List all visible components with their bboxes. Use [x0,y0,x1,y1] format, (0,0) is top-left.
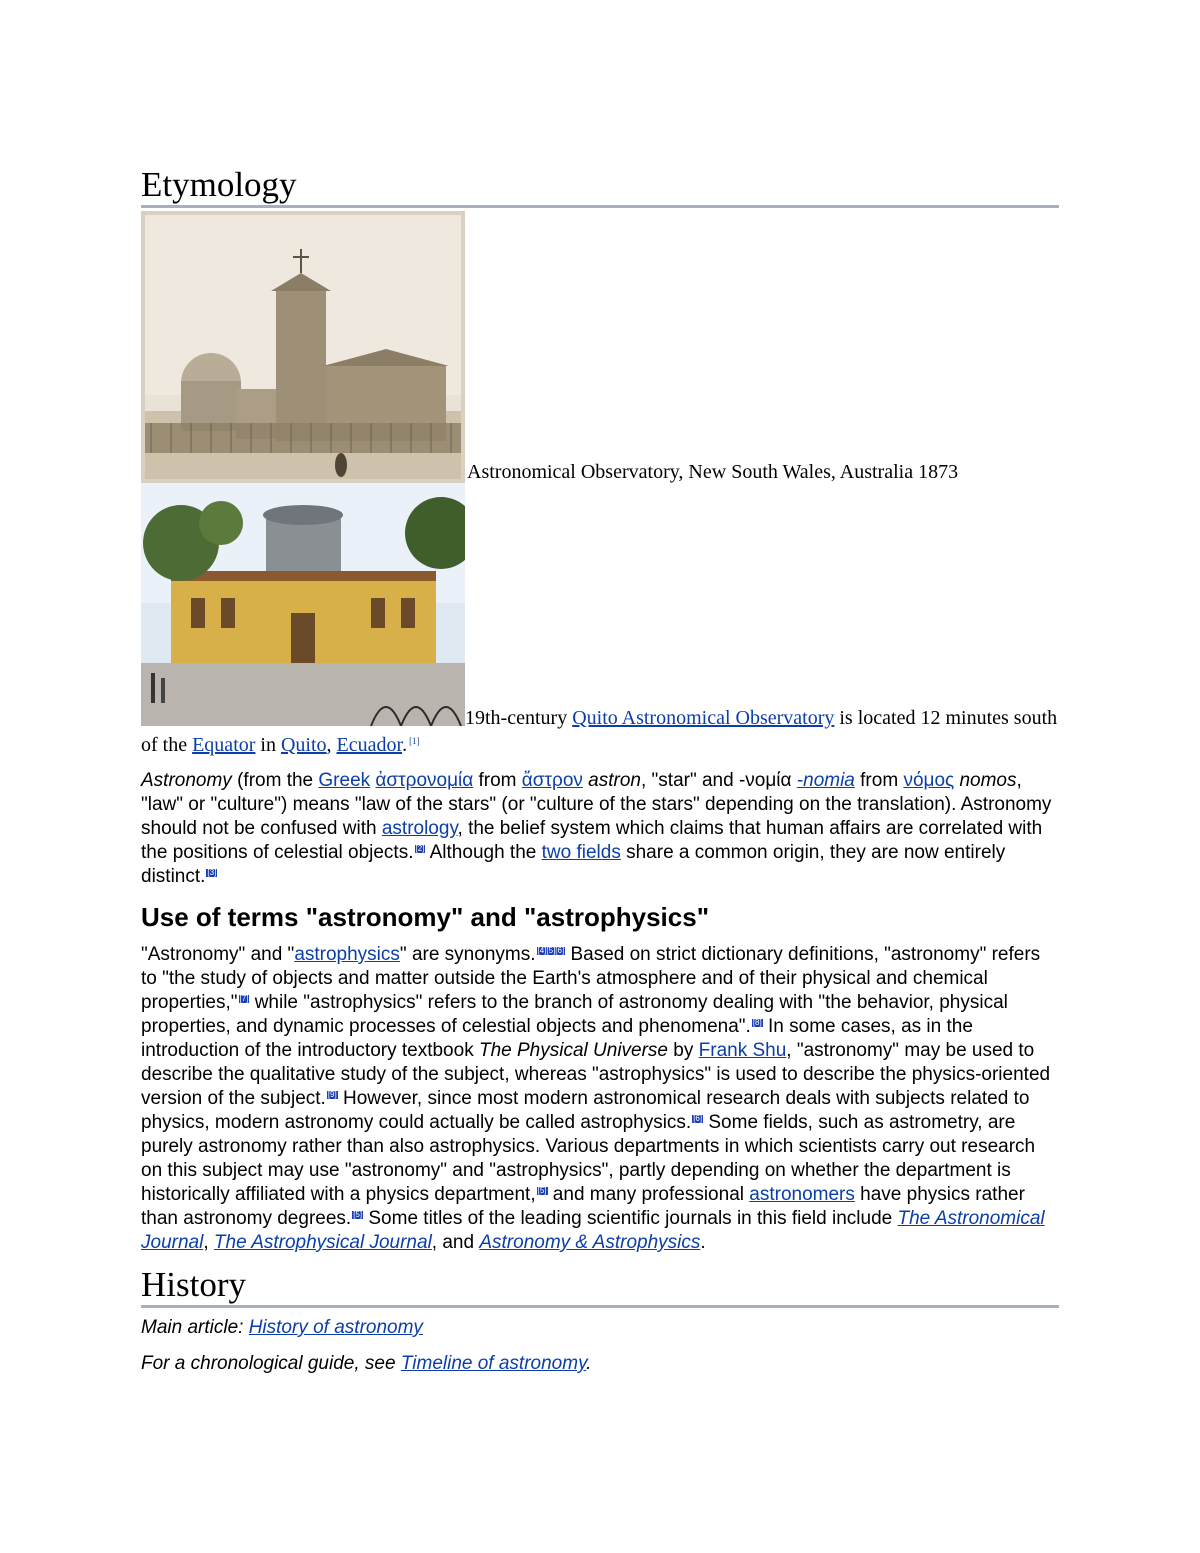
terms-heading: Use of terms "astronomy" and "astrophysics" [141,902,710,932]
astrophysical-journal-link[interactable]: The Astrophysical Journal [213,1232,432,1253]
text: "Astronomy" and " [141,944,295,965]
text: . [586,1353,592,1374]
document-page [141,165,1059,1376]
astrology-link[interactable]: astrology [381,818,458,839]
text: Main article: [141,1317,249,1338]
quito-link[interactable]: Quito [280,734,327,756]
reference-7[interactable]: [7] [239,994,249,1003]
equator-link[interactable]: Equator [192,734,256,756]
figure-1-caption: Astronomical Observatory, New South Wales, Australia 1873 [467,461,959,483]
text: share a common origin, they are now entirely distinct. [141,842,1006,887]
history-heading: History [141,1265,1059,1308]
terms-paragraph [141,943,1059,1255]
text: Although the [425,842,542,863]
text: from [473,770,522,791]
reference-9[interactable]: [9] [327,1090,337,1099]
text: Some fields, such as astrometry, are purely astronomy rather than also astrophysics. Various departments in which scientists carry out research on this subject may use "astronomy" and "astrophysics", partly depending on whether the department is historically affiliated with a physics department, [141,1112,1036,1205]
astronomia-link[interactable]: ἀστρονομία [375,770,474,791]
astron-link[interactable]: ἄστρον [521,770,583,791]
text: and many professional [547,1184,750,1205]
nomia-link[interactable]: -nomia [796,770,855,791]
reference-6[interactable]: [6] [693,1114,703,1123]
astronomy-astrophysics-link[interactable]: Astronomy & Astrophysics [479,1232,701,1253]
text: have physics rather than astronomy degrees. [141,1184,1025,1229]
sydney-observatory-photo [141,211,465,483]
text: However, since most modern astronomical research deals with subjects related to physics, modern astronomy could actually be called astrophysics. [141,1088,1030,1133]
figure-2-caption-text: is located 12 minutes south of the [141,707,1058,756]
quito-observatory-link[interactable]: Quito Astronomical Observatory [572,707,835,729]
text: while "astrophysics" refers to the branch of astronomy dealing with "the behavior, physical properties, and dynamic processes of celestial objects and phenomena". [141,992,1008,1037]
text: (from the [231,770,319,791]
frank-shu-link[interactable]: Frank Shu [698,1040,787,1061]
text: , [203,1232,214,1253]
term-astron: astron [588,770,641,791]
reference-8[interactable]: [8] [752,1018,762,1027]
text: . [700,1232,706,1253]
astronomical-journal-link[interactable]: The Astronomical Journal [141,1208,1045,1253]
text: " are synonyms. [399,944,536,965]
reference-1[interactable]: [1] [409,736,420,746]
figure-2-caption-text: , [326,734,337,756]
text: , the belief system which claims that human affairs are correlated with the positions of celestial objects. [141,818,1043,863]
reference-2[interactable]: [2] [415,844,425,853]
term-astronomy: Astronomy [141,770,232,791]
term-nomos: nomos [959,770,1017,791]
text: Based on strict dictionary definitions, "astronomy" refers to "the study of objects and matter outside the Earth's atmosphere and of their physical and chemical properties," [141,944,1041,1013]
reference-5[interactable]: [5] [537,1186,547,1195]
text: Some titles of the leading scientific journals in this field include [363,1208,898,1229]
greek-link[interactable]: Greek [318,770,371,791]
main-article-note [141,1316,1059,1340]
text: by [668,1040,699,1061]
text: In some cases, as in the introduction of the introductory textbook [141,1016,973,1061]
text: from [854,770,904,791]
quito-observatory-photo [141,483,465,726]
two-fields-link[interactable]: two fields [541,842,621,863]
reference-5b[interactable]: [5] [353,1210,363,1219]
figure-2-caption-text: 19th-century [465,707,573,729]
astrophysics-link[interactable]: astrophysics [294,944,400,965]
etymology-paragraph [141,769,1059,889]
astronomers-link[interactable]: astronomers [749,1184,855,1205]
text: , "law" or "culture") means "law of the stars" (or "culture of the stars" depending on the translation). Astronomy should not be confused with [141,770,1052,839]
timeline-of-astronomy-link[interactable]: Timeline of astronomy [400,1353,587,1374]
text: , "star" and -νομία [640,770,797,791]
text: , and [431,1232,480,1253]
figure-2-caption-text: in [255,734,281,756]
text: For a chronological guide, see [141,1353,401,1374]
book-title: The Physical Universe [478,1040,669,1061]
nomos-link[interactable]: νόμος [903,770,955,791]
figure-1 [141,211,1059,483]
etymology-heading: Etymology [141,165,1059,208]
ecuador-link[interactable]: Ecuador [336,734,403,756]
reference-4-5-6[interactable]: [4][5][6] [537,946,565,955]
chronological-guide-note [141,1352,1059,1376]
history-of-astronomy-link[interactable]: History of astronomy [248,1317,423,1338]
text: , "astronomy" may be used to describe the qualitative study of the subject, whereas "astrophysics" is used to describe the physics-oriented version of the subject. [141,1040,1051,1109]
reference-3[interactable]: [3] [207,868,217,877]
figure-2-caption-text: . [402,734,408,756]
